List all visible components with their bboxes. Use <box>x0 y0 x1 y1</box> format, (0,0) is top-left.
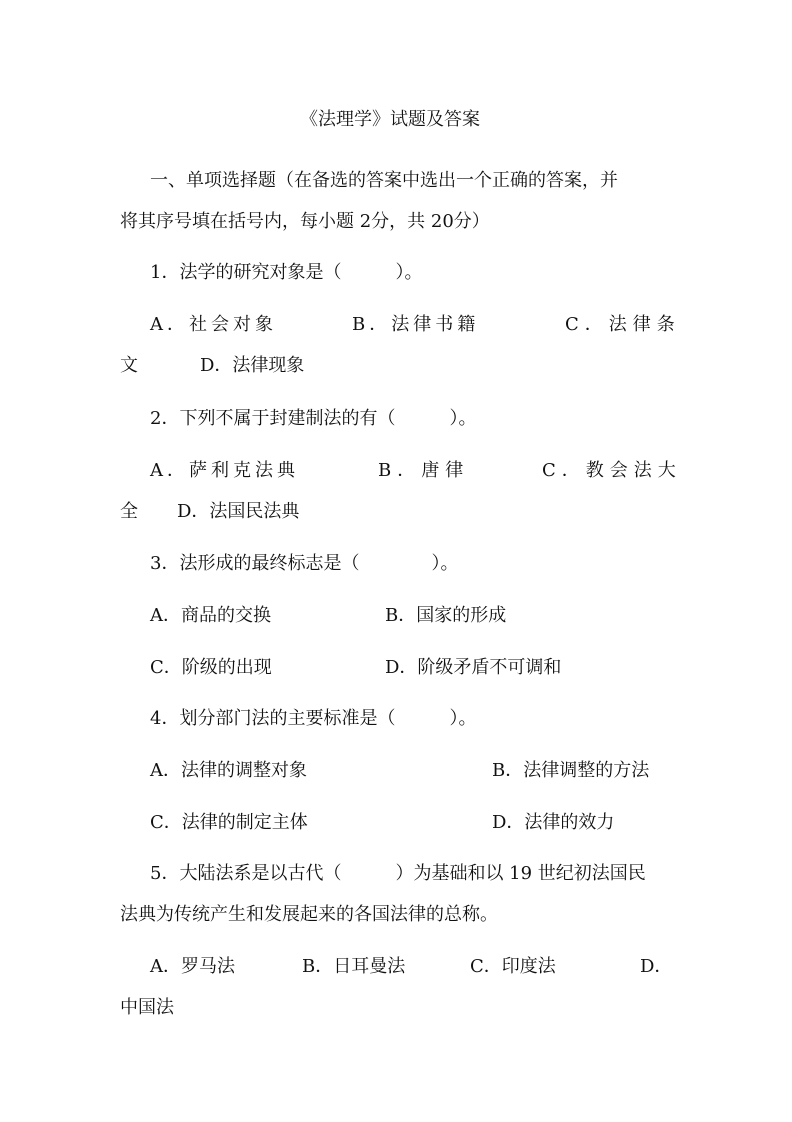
question-4-option-b: B．法律调整的方法 <box>492 760 650 781</box>
question-5-option-b: B．日耳曼法 <box>302 956 406 977</box>
question-3-stem: 3．法形成的最终标志是（ ）。 <box>150 553 459 574</box>
question-1-option-a: A．社会对象 <box>150 314 277 335</box>
question-1-option-c-wrap: 文 <box>120 355 138 376</box>
question-4-option-c: C．法律的制定主体 <box>150 812 308 833</box>
section-heading-line-2: 将其序号填在括号内，每小题 2分，共 20分） <box>120 211 490 232</box>
question-5-stem-line-1: 5．大陆法系是以古代（ ）为基础和以 19 世纪初法国民 <box>150 863 646 884</box>
question-3-option-b: B．国家的形成 <box>385 605 507 626</box>
question-1-option-c: C．法律条 <box>565 314 681 335</box>
question-2-option-c-wrap: 全 <box>120 501 138 522</box>
question-5-option-a: A．罗马法 <box>150 956 235 977</box>
section-heading-line-1: 一、单项选择题（在备选的答案中选出一个正确的答案，并 <box>150 170 618 191</box>
question-5-option-d-wrap: 中国法 <box>120 997 174 1018</box>
question-2-stem: 2．下列不属于封建制法的有（ ）。 <box>150 408 477 429</box>
question-3-option-a: A．商品的交换 <box>150 605 271 626</box>
document-title: 《法理学》试题及答案 <box>300 109 480 130</box>
question-4-option-d: D．法律的效力 <box>492 812 615 833</box>
question-2-option-c: C．教会法大 <box>542 460 682 481</box>
question-4-stem: 4．划分部门法的主要标准是（ ）。 <box>150 708 477 729</box>
question-5-option-d: D． <box>640 956 673 977</box>
question-1-option-d: D．法律现象 <box>200 355 305 376</box>
question-2-option-b: B．唐律 <box>378 460 470 481</box>
question-5-stem-line-2: 法典为传统产生和发展起来的各国法律的总称。 <box>120 904 498 925</box>
question-1-stem: 1．法学的研究对象是（ ）。 <box>150 262 423 283</box>
question-2-option-d: D．法国民法典 <box>177 501 300 522</box>
question-2-option-a: A．萨利克法典 <box>150 460 299 481</box>
question-5-option-c: C．印度法 <box>470 956 556 977</box>
question-3-option-c: C．阶级的出现 <box>150 657 272 678</box>
question-4-option-a: A．法律的调整对象 <box>150 760 307 781</box>
question-1-option-b: B．法律书籍 <box>352 314 480 335</box>
question-3-option-d: D．阶级矛盾不可调和 <box>385 657 562 678</box>
